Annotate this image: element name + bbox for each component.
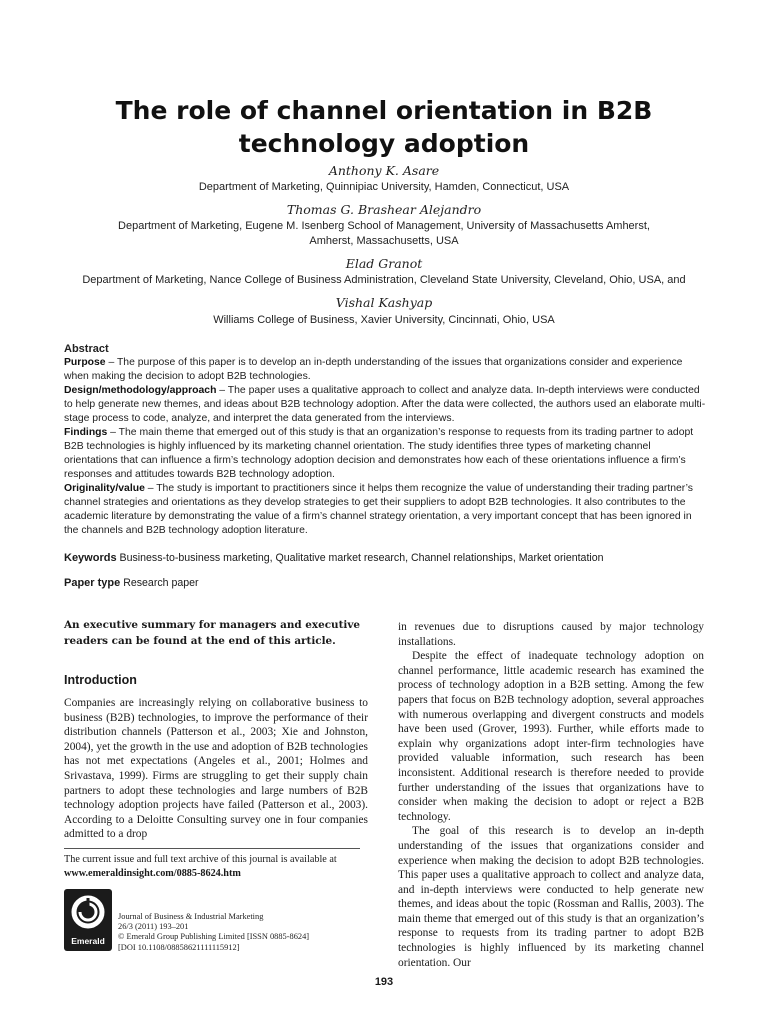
- design-text: – The paper uses a qualitative approach to collect and analyze data. In-depth interviews were conducted to help generate new themes, and ideas about B2B technology adoption. After the data were collected, the authors used an elaborate multi-stage process to code, analyze, and interpret the data generated from the interviews.: [64, 385, 706, 424]
- paper-type-text: Research paper: [120, 577, 199, 589]
- author-affiliation: Amherst, Massachusetts, USA: [309, 235, 459, 247]
- journal-access-note: [64, 853, 368, 881]
- emerald-swirl-icon: [64, 889, 112, 935]
- introduction-paragraph: Companies are increasingly relying on collaborative business to business (B2B) technologies, to improve the performance of their distribution channels (Patterson et al., 2003; Xie and Johnston, 2004), yet the growth in the use and adoption of B2B technologies has not met expectations (Angeles et al., 2001; Holmes and Srivastava, 1999). Firms are struggling to get their supply chain partners to adopt these technologies and large numbers of B2B technology adoption projects have failed (Patterson et al., 2003). According to a Deloitte Consulting survey one in four companies admitted to a drop: [64, 697, 368, 841]
- access-text: The current issue and full text archive of this journal is available at: [64, 854, 337, 865]
- journal-copyright: © Emerald Group Publishing Limited [ISSN 0885-8624]: [118, 932, 310, 942]
- title-line-2: technology adoption: [238, 129, 530, 158]
- abstract-body: [64, 356, 706, 538]
- journal-doi: [DOI 10.1108/08858621111115912]: [118, 942, 240, 952]
- right-column: [398, 620, 704, 970]
- design-label: Design/methodology/approach: [64, 385, 217, 396]
- abstract-design: [64, 384, 706, 426]
- journal-volume: 26/3 (2011) 193–201: [118, 922, 189, 932]
- keywords-text: Business-to-business marketing, Qualitative market research, Channel relationships, Market orientation: [116, 552, 604, 564]
- paper-type: [64, 576, 706, 590]
- purpose-label: Purpose: [64, 357, 106, 368]
- executive-summary-note: An executive summary for managers and executive readers can be found at the end of this article.: [64, 619, 360, 647]
- author-name: Thomas G. Brashear Alejandro: [286, 202, 482, 217]
- title-line-1: The role of channel orientation in B2B: [115, 96, 653, 125]
- page-number: 193: [374, 976, 394, 988]
- footnote-divider: [64, 848, 360, 849]
- author-affiliation: Department of Marketing, Eugene M. Isenberg School of Management, University of Massachusetts Amherst,: [118, 220, 650, 232]
- purpose-text: – The purpose of this paper is to develop an in-depth understanding of the issues that organizations consider and experience when making the decision to adopt B2B technologies.: [64, 357, 683, 382]
- abstract-heading: Abstract: [64, 343, 109, 355]
- keywords-label: Keywords: [64, 552, 117, 564]
- paper-type-label: Paper type: [64, 577, 121, 589]
- author-name: Anthony K. Asare: [328, 163, 440, 178]
- findings-label: Findings: [64, 427, 108, 438]
- author-affiliation: Department of Marketing, Quinnipiac University, Hamden, Connecticut, USA: [198, 181, 570, 193]
- article-title: [40, 94, 728, 160]
- journal-name: Journal of Business & Industrial Marketing: [118, 912, 264, 921]
- originality-label: Originality/value: [64, 483, 145, 494]
- author-name: Elad Granot: [345, 256, 423, 271]
- logo-wordmark: Emerald: [71, 936, 105, 946]
- introduction-heading: Introduction: [64, 673, 137, 687]
- journal-url-link[interactable]: www.emeraldinsight.com/0885-8624.htm: [64, 868, 241, 879]
- author-affiliation: Department of Marketing, Nance College of Business Administration, Cleveland State University, Cleveland, Ohio, USA, and: [82, 274, 686, 286]
- emerald-logo: [64, 889, 112, 951]
- journal-citation: [118, 912, 358, 953]
- body-paragraph: in revenues due to disruptions caused by major technology installations.: [398, 621, 704, 648]
- author-name: Vishal Kashyap: [335, 295, 433, 310]
- abstract-findings: [64, 426, 706, 482]
- keywords: [64, 551, 706, 565]
- abstract-originality: [64, 482, 706, 538]
- findings-text: – The main theme that emerged out of this study is that an organization’s response to requests from its trading partner to adopt B2B technologies is highly influenced by its marketing channel orientation. The study identifies three types of marketing channel orientations that can influence a firm’s technology adoption decision and demonstrates how each of these orientations influence a firm’s responses and attitudes towards B2B technology adoption.: [64, 427, 694, 480]
- originality-text: – The study is important to practitioners since it helps them recognize the value of understanding their trading partner’s channel strategies and orientations as they develop strategies to get their suppliers to adopt B2B technologies. It also contributes to the academic literature by demonstrating the value of a firm’s channel strategy orientation, a very important concept that has been ignored in the channels and B2B technology adoption literature.: [64, 483, 693, 536]
- body-paragraph: The goal of this research is to develop an in-depth understanding of the issues that organizations consider and experience when making the decision to adopt B2B technologies. This paper uses a qualitative approach to collect and analyze data, and in-depth interviews were conducted to help generate new themes, and ideas about the topic (Rossman and Rallis, 2003). The main theme that emerged out of this study is that an organization’s response to requests from its trading partner to adopt B2B technologies is highly influenced by its marketing channel orientation. Our: [398, 825, 704, 969]
- abstract-purpose: [64, 356, 706, 384]
- body-paragraph: Despite the effect of inadequate technology adoption on channel performance, little academic research has examined the process of technology adoption in a B2B setting. Among the few papers that focus on B2B technology adoption, several approaches with numerous overlapping and divergent constructs and models have been used (Grover, 1993). Further, while efforts made to explain why organizations adopt inter-firm technologies have provided valuable information, such research has been inconsistent. Additional research is therefore needed to provide further understanding of the issues that organizations have to consider when making the decision to adopt or reject a B2B technology.: [398, 650, 704, 823]
- author-affiliation: Williams College of Business, Xavier University, Cincinnati, Ohio, USA: [213, 314, 555, 326]
